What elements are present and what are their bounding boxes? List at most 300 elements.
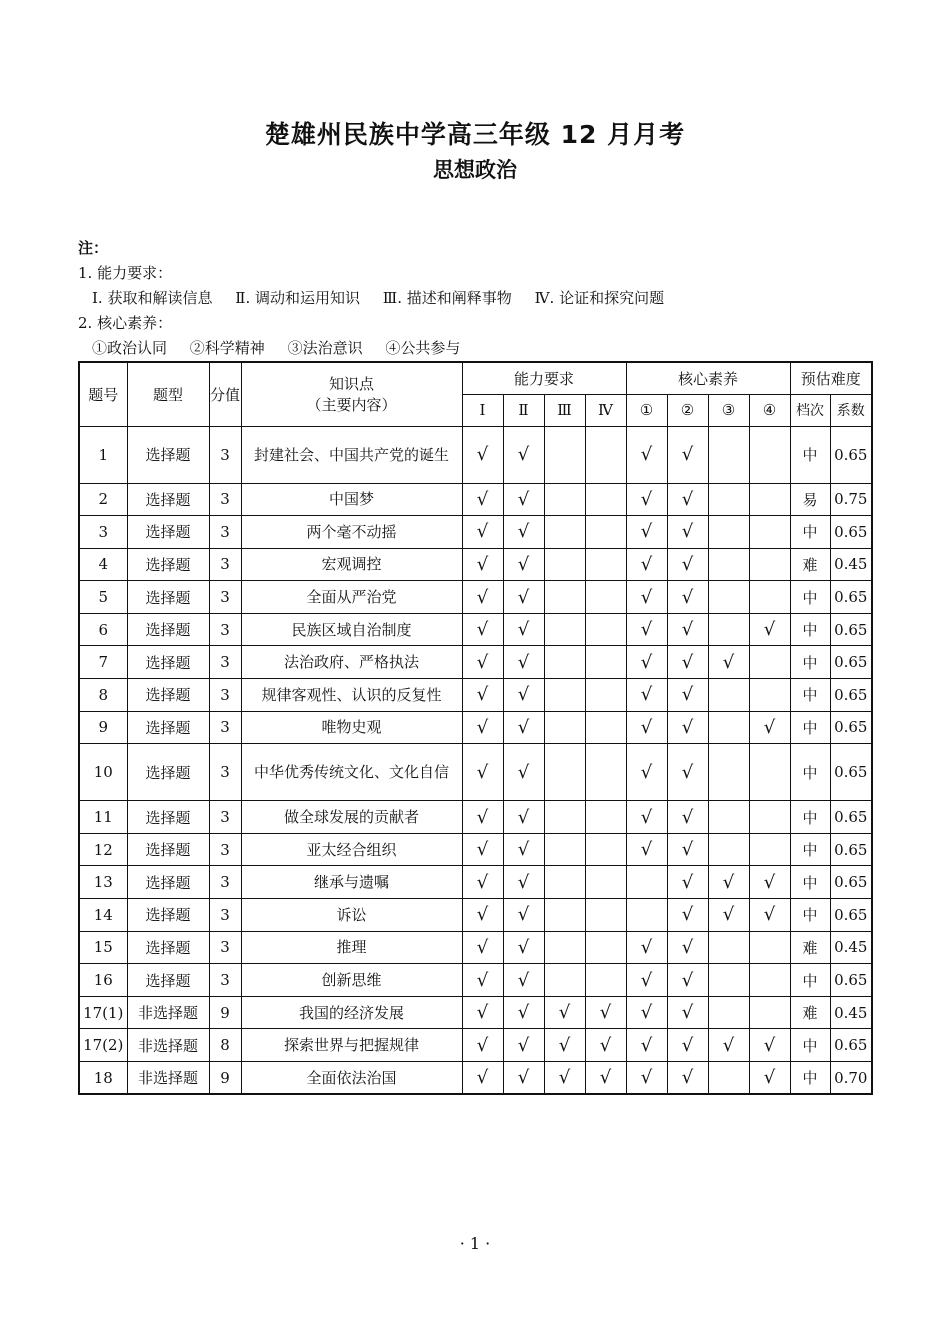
check-mark: √	[763, 619, 776, 641]
cell-ability	[585, 1062, 626, 1095]
check-mark: √	[681, 806, 694, 828]
header-type: 题型	[127, 362, 209, 426]
header-literacy: 核心素养	[626, 362, 790, 394]
header-literacy-col: ①	[626, 394, 667, 426]
cell-coef: 0.65	[830, 744, 872, 801]
cell-score: 3	[209, 613, 241, 646]
cell-score: 8	[209, 1029, 241, 1062]
table-body	[79, 426, 872, 1094]
ability-item: Ⅲ. 描述和阐释事物	[382, 289, 512, 307]
cell-literacy	[749, 581, 790, 614]
cell-topic: 规律客观性、认识的反复性	[241, 679, 462, 712]
cell-ability	[462, 866, 503, 899]
check-mark: √	[640, 488, 653, 510]
cell-literacy	[708, 1062, 749, 1095]
cell-num: 11	[79, 801, 127, 834]
cell-coef: 0.65	[830, 679, 872, 712]
cell-ability	[544, 1062, 585, 1095]
cell-level: 中	[790, 516, 830, 549]
cell-score: 3	[209, 483, 241, 516]
table-row	[79, 581, 872, 614]
cell-ability	[585, 581, 626, 614]
cell-level: 中	[790, 1062, 830, 1095]
cell-topic: 继承与遗嘱	[241, 866, 462, 899]
cell-score: 3	[209, 899, 241, 932]
ability-item: Ⅳ. 论证和探究问题	[534, 289, 665, 307]
cell-literacy	[708, 931, 749, 964]
cell-type: 非选择题	[127, 996, 209, 1029]
cell-ability	[503, 833, 544, 866]
cell-coef: 0.75	[830, 483, 872, 516]
cell-ability	[503, 613, 544, 646]
table-row	[79, 1029, 872, 1062]
cell-score: 3	[209, 866, 241, 899]
cell-topic: 两个毫不动摇	[241, 516, 462, 549]
cell-num: 7	[79, 646, 127, 679]
cell-literacy	[708, 613, 749, 646]
cell-score: 9	[209, 1062, 241, 1095]
cell-topic: 探索世界与把握规律	[241, 1029, 462, 1062]
check-mark: √	[476, 716, 489, 738]
cell-ability	[503, 646, 544, 679]
cell-literacy	[667, 646, 708, 679]
check-mark: √	[599, 1002, 612, 1024]
check-mark: √	[476, 553, 489, 575]
cell-coef: 0.65	[830, 801, 872, 834]
cell-ability	[462, 613, 503, 646]
cell-ability	[462, 679, 503, 712]
header-ability: 能力要求	[462, 362, 626, 394]
check-mark: √	[517, 444, 530, 465]
cell-level: 中	[790, 1029, 830, 1062]
literacy-list	[78, 336, 682, 361]
cell-ability	[503, 996, 544, 1029]
cell-ability	[585, 711, 626, 744]
check-mark: √	[640, 586, 653, 608]
cell-literacy	[708, 426, 749, 483]
cell-ability	[544, 581, 585, 614]
cell-ability	[462, 711, 503, 744]
cell-topic: 封建社会、中国共产党的诞生	[241, 426, 462, 483]
cell-num: 15	[79, 931, 127, 964]
cell-literacy	[749, 679, 790, 712]
cell-literacy	[626, 931, 667, 964]
cell-score: 3	[209, 679, 241, 712]
cell-ability	[462, 996, 503, 1029]
check-mark: √	[476, 839, 489, 861]
literacy-item: ②科学精神	[189, 339, 265, 357]
cell-type: 非选择题	[127, 1062, 209, 1095]
cell-score: 3	[209, 744, 241, 801]
cell-literacy	[626, 483, 667, 516]
check-mark: √	[681, 586, 694, 608]
check-mark: √	[681, 1002, 694, 1024]
cell-ability	[462, 801, 503, 834]
cell-num: 14	[79, 899, 127, 932]
cell-literacy	[626, 426, 667, 483]
cell-ability	[544, 516, 585, 549]
check-mark: √	[640, 619, 653, 641]
table-row	[79, 744, 872, 801]
ability-item: Ⅱ. 调动和运用知识	[235, 289, 360, 307]
check-mark: √	[722, 904, 735, 926]
check-mark: √	[476, 684, 489, 706]
cell-ability	[544, 483, 585, 516]
check-mark: √	[722, 871, 735, 893]
check-mark: √	[517, 553, 530, 575]
cell-type: 选择题	[127, 548, 209, 581]
table-row	[79, 646, 872, 679]
table-row	[79, 679, 872, 712]
cell-num: 1	[79, 426, 127, 483]
cell-ability	[585, 516, 626, 549]
table-row	[79, 899, 872, 932]
header-ability-col: Ⅱ	[503, 394, 544, 426]
cell-literacy	[667, 1062, 708, 1095]
check-mark: √	[763, 904, 776, 926]
check-mark: √	[476, 1034, 489, 1056]
check-mark: √	[640, 1067, 653, 1089]
check-mark: √	[476, 969, 489, 991]
check-mark: √	[517, 586, 530, 608]
cell-topic: 全面从严治党	[241, 581, 462, 614]
cell-level: 中	[790, 426, 830, 483]
cell-literacy	[626, 801, 667, 834]
cell-ability	[503, 711, 544, 744]
check-mark: √	[517, 761, 530, 783]
check-mark: √	[763, 1067, 776, 1089]
cell-literacy	[626, 581, 667, 614]
check-mark: √	[517, 969, 530, 991]
cell-ability	[585, 548, 626, 581]
cell-literacy	[708, 548, 749, 581]
cell-score: 3	[209, 964, 241, 997]
cell-ability	[462, 744, 503, 801]
cell-ability	[585, 899, 626, 932]
check-mark: √	[681, 936, 694, 958]
ability-list	[78, 286, 682, 311]
cell-ability	[544, 866, 585, 899]
cell-ability	[544, 833, 585, 866]
cell-literacy	[708, 964, 749, 997]
cell-ability	[544, 899, 585, 932]
header-topic	[241, 362, 462, 426]
check-mark: √	[681, 444, 694, 465]
check-mark: √	[722, 1034, 735, 1056]
cell-literacy	[667, 679, 708, 712]
cell-coef: 0.65	[830, 581, 872, 614]
check-mark: √	[476, 806, 489, 828]
ability-item: Ⅰ. 获取和解读信息	[92, 289, 213, 307]
cell-num: 12	[79, 833, 127, 866]
cell-ability	[544, 711, 585, 744]
cell-literacy	[667, 801, 708, 834]
cell-num: 4	[79, 548, 127, 581]
cell-level: 中	[790, 899, 830, 932]
cell-ability	[585, 964, 626, 997]
cell-score: 3	[209, 833, 241, 866]
cell-num: 10	[79, 744, 127, 801]
cell-ability	[585, 1029, 626, 1062]
cell-topic: 创新思维	[241, 964, 462, 997]
cell-ability	[544, 1029, 585, 1062]
cell-type: 选择题	[127, 899, 209, 932]
check-mark: √	[681, 1034, 694, 1056]
cell-ability	[544, 931, 585, 964]
cell-ability	[544, 801, 585, 834]
cell-literacy	[708, 744, 749, 801]
cell-literacy	[626, 516, 667, 549]
check-mark: √	[640, 444, 653, 465]
cell-ability	[462, 964, 503, 997]
cell-topic: 诉讼	[241, 899, 462, 932]
cell-literacy	[749, 833, 790, 866]
table-row	[79, 426, 872, 483]
check-mark: √	[681, 651, 694, 673]
cell-literacy	[667, 581, 708, 614]
table-row	[79, 516, 872, 549]
check-mark: √	[763, 1034, 776, 1056]
cell-ability	[544, 646, 585, 679]
check-mark: √	[517, 716, 530, 738]
header-score: 分值	[209, 362, 241, 426]
check-mark: √	[681, 904, 694, 926]
page-number: · 1 ·	[459, 1234, 491, 1253]
table-row	[79, 548, 872, 581]
check-mark: √	[476, 871, 489, 893]
check-mark: √	[681, 521, 694, 543]
cell-literacy	[708, 801, 749, 834]
cell-literacy	[626, 1062, 667, 1095]
cell-coef: 0.45	[830, 931, 872, 964]
cell-ability	[503, 1062, 544, 1095]
cell-score: 3	[209, 711, 241, 744]
table-row	[79, 613, 872, 646]
table-row	[79, 964, 872, 997]
table-row	[79, 483, 872, 516]
check-mark: √	[517, 806, 530, 828]
cell-ability	[544, 613, 585, 646]
cell-literacy	[749, 964, 790, 997]
page-title: 楚雄州民族中学高三年级 12 月月考	[264, 120, 686, 149]
cell-ability	[462, 899, 503, 932]
notes-section	[78, 236, 682, 361]
check-mark: √	[517, 521, 530, 543]
cell-literacy	[749, 646, 790, 679]
cell-literacy	[708, 711, 749, 744]
cell-topic: 亚太经合组织	[241, 833, 462, 866]
cell-type: 选择题	[127, 613, 209, 646]
header-ability-col: Ⅰ	[462, 394, 503, 426]
cell-ability	[503, 679, 544, 712]
cell-num: 13	[79, 866, 127, 899]
cell-num: 2	[79, 483, 127, 516]
cell-literacy	[749, 996, 790, 1029]
check-mark: √	[476, 521, 489, 543]
cell-num: 5	[79, 581, 127, 614]
cell-level: 中	[790, 833, 830, 866]
cell-ability	[503, 581, 544, 614]
cell-coef: 0.65	[830, 964, 872, 997]
cell-topic: 中华优秀传统文化、文化自信	[241, 744, 462, 801]
cell-literacy	[667, 833, 708, 866]
ability-title: 1. 能力要求：	[78, 264, 173, 282]
cell-literacy	[749, 711, 790, 744]
cell-literacy	[749, 801, 790, 834]
cell-literacy	[708, 833, 749, 866]
cell-ability	[544, 548, 585, 581]
check-mark: √	[558, 1067, 571, 1089]
table-row	[79, 833, 872, 866]
check-mark: √	[517, 1034, 530, 1056]
check-mark: √	[640, 761, 653, 783]
header-literacy-col: ②	[667, 394, 708, 426]
cell-topic: 全面依法治国	[241, 1062, 462, 1095]
cell-num: 18	[79, 1062, 127, 1095]
cell-literacy	[749, 483, 790, 516]
cell-literacy	[749, 931, 790, 964]
header-coef: 系数	[830, 394, 872, 426]
check-mark: √	[640, 684, 653, 706]
cell-ability	[585, 801, 626, 834]
literacy-title: 2. 核心素养：	[78, 314, 173, 332]
cell-level: 难	[790, 548, 830, 581]
check-mark: √	[517, 1067, 530, 1089]
cell-num: 6	[79, 613, 127, 646]
cell-level: 中	[790, 711, 830, 744]
check-mark: √	[763, 871, 776, 893]
cell-coef: 0.45	[830, 996, 872, 1029]
cell-topic: 中国梦	[241, 483, 462, 516]
table-row	[79, 711, 872, 744]
cell-literacy	[749, 866, 790, 899]
cell-ability	[503, 426, 544, 483]
cell-level: 中	[790, 679, 830, 712]
check-mark: √	[476, 1067, 489, 1089]
literacy-item: ④公共参与	[385, 339, 461, 357]
cell-literacy	[667, 1029, 708, 1062]
cell-level: 中	[790, 744, 830, 801]
check-mark: √	[681, 969, 694, 991]
check-mark: √	[558, 1034, 571, 1056]
cell-literacy	[667, 899, 708, 932]
cell-score: 3	[209, 931, 241, 964]
cell-ability	[503, 516, 544, 549]
cell-coef: 0.70	[830, 1062, 872, 1095]
cell-ability	[585, 744, 626, 801]
cell-type: 选择题	[127, 833, 209, 866]
cell-literacy	[626, 964, 667, 997]
cell-literacy	[626, 548, 667, 581]
cell-num: 17(1)	[79, 996, 127, 1029]
literacy-item: ③法治意识	[287, 339, 363, 357]
cell-ability	[585, 426, 626, 483]
header-literacy-col: ③	[708, 394, 749, 426]
check-mark: √	[476, 488, 489, 510]
cell-ability	[544, 744, 585, 801]
cell-literacy	[626, 744, 667, 801]
cell-literacy	[708, 899, 749, 932]
table-row	[79, 801, 872, 834]
cell-literacy	[626, 646, 667, 679]
check-mark: √	[681, 488, 694, 510]
cell-type: 选择题	[127, 646, 209, 679]
check-mark: √	[476, 619, 489, 641]
check-mark: √	[517, 839, 530, 861]
notes-label: 注：	[78, 239, 109, 257]
cell-topic: 民族区域自治制度	[241, 613, 462, 646]
table-row	[79, 866, 872, 899]
check-mark: √	[476, 586, 489, 608]
table-row	[79, 996, 872, 1029]
check-mark: √	[517, 871, 530, 893]
cell-coef: 0.65	[830, 833, 872, 866]
cell-ability	[585, 833, 626, 866]
cell-level: 易	[790, 483, 830, 516]
cell-literacy	[667, 711, 708, 744]
header-ability-col: Ⅲ	[544, 394, 585, 426]
check-mark: √	[517, 936, 530, 958]
header-topic-main: 知识点	[328, 375, 374, 394]
cell-literacy	[749, 1062, 790, 1095]
cell-literacy	[667, 613, 708, 646]
check-mark: √	[517, 488, 530, 510]
cell-ability	[544, 679, 585, 712]
cell-level: 中	[790, 581, 830, 614]
cell-score: 3	[209, 801, 241, 834]
check-mark: √	[517, 904, 530, 926]
check-mark: √	[517, 684, 530, 706]
cell-literacy	[667, 866, 708, 899]
cell-score: 3	[209, 548, 241, 581]
cell-score: 3	[209, 581, 241, 614]
table-row	[79, 931, 872, 964]
cell-score: 3	[209, 516, 241, 549]
cell-literacy	[708, 866, 749, 899]
cell-literacy	[708, 581, 749, 614]
check-mark: √	[681, 716, 694, 738]
page-subtitle: 思想政治	[433, 158, 517, 182]
check-mark: √	[681, 684, 694, 706]
header-literacy-col: ④	[749, 394, 790, 426]
header-topic-sub: （主要内容）	[306, 396, 397, 415]
cell-ability	[462, 931, 503, 964]
check-mark: √	[763, 716, 776, 738]
cell-ability	[585, 866, 626, 899]
cell-level: 难	[790, 996, 830, 1029]
cell-type: 选择题	[127, 483, 209, 516]
cell-ability	[462, 1062, 503, 1095]
cell-literacy	[667, 548, 708, 581]
cell-ability	[462, 581, 503, 614]
cell-ability	[585, 679, 626, 712]
cell-coef: 0.65	[830, 899, 872, 932]
cell-topic: 我国的经济发展	[241, 996, 462, 1029]
cell-literacy	[749, 1029, 790, 1062]
check-mark: √	[681, 553, 694, 575]
cell-literacy	[667, 996, 708, 1029]
cell-topic: 唯物史观	[241, 711, 462, 744]
cell-ability	[503, 801, 544, 834]
cell-ability	[503, 931, 544, 964]
cell-type: 选择题	[127, 964, 209, 997]
check-mark: √	[476, 904, 489, 926]
cell-num: 16	[79, 964, 127, 997]
cell-coef: 0.45	[830, 548, 872, 581]
cell-literacy	[626, 866, 667, 899]
cell-literacy	[667, 744, 708, 801]
cell-type: 选择题	[127, 581, 209, 614]
